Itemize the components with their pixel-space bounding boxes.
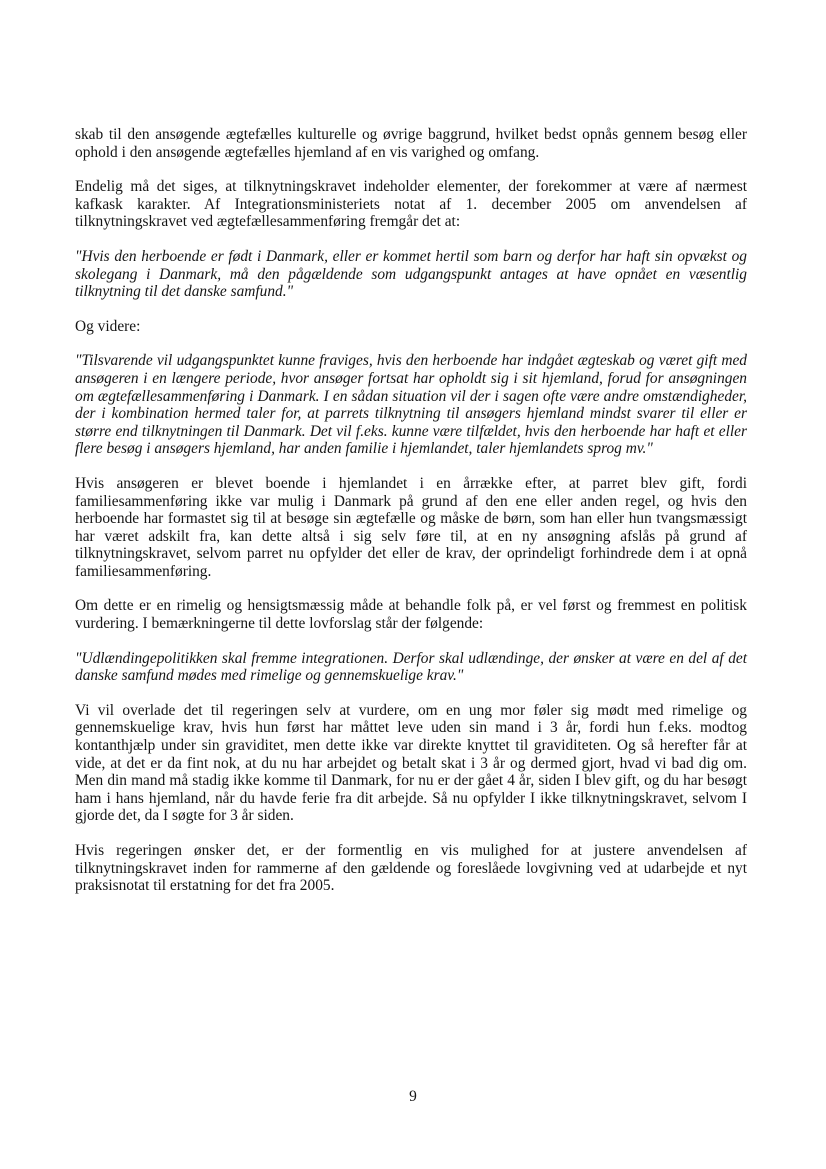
paragraph-intro-continuation: skab til den ansøgende ægtefælles kulturelle og øvrige baggrund, hvilket bedst opnås gennem besøg eller ophold i den ansøgende ægtefælles hjemland af en vis varighed og omfang.: [75, 126, 747, 161]
paragraph-government-adjust: Hvis regeringen ønsker det, er der formentlig en vis mulighed for at justere anvendelsen af tilknytningskravet inden for rammerne af den gældende og foreslåede lovgivning ved at udarbejde et nyt praksisnotat til erstatning for det fra 2005.: [75, 842, 747, 895]
paragraph-political-assessment: Om dette er en rimelig og hensigtsmæssig måde at behandle folk på, er vel først og fremmest en politisk vurdering. I bemærkningerne til dette lovforslag står der følgende:: [75, 597, 747, 633]
paragraph-og-videre: Og videre:: [75, 317, 141, 335]
paragraph-young-mother: Vi vil overlade det til regeringen selv at vurdere, om en ung mor føler sig mødt med rimelige og gennemskuelige krav, hvis hun først har måttet leve uden sin mand i 3 år, fordi hun f.eks. modtog kontanthjælp under sin graviditet, men dette ikke var direkte knyttet til graviditeten. Og så herefter får at vide, at det er da fint nok, at du nu har arbejdet og betalt skat i 3 år og dermed gjort, hvad vi bad dig om. Men din mand må stadig ikke komme til Danmark, for nu er der gået 4 år, siden I blev gift, og du har besøgt ham i hans hjemland, når du havde ferie fra dit arbejde. Så nu opfylder I ikke tilknytningskravet, selvom I gjorde det, da I søgte for 3 år siden.: [75, 701, 747, 825]
paragraph-kafkaesque: Endelig må det siges, at tilknytningskravet indeholder elementer, der forekommer at være af nærmest kafkask karakter. Af Integrationsministeriets notat af 1. december 2005 om anvendelsen af tilknytningskravet ved ægtefællesammenføring fremgår det at:: [75, 178, 747, 231]
document-body: [75, 126, 747, 895]
quote-integration: "Udlændingepolitikken skal fremme integrationen. Derfor skal udlændinge, der ønsker at være en del af det danske samfund mødes med rimelige og gennemskuelige krav.": [75, 649, 747, 685]
page-number: 9: [409, 1088, 417, 1105]
quote-exception: "Tilsvarende vil udgangspunktet kunne fraviges, hvis den herboende har indgået ægteskab og været gift med ansøgeren i en længere periode, hvor ansøger fortsat har opholdt sig i sit hjemland, forud for ansøgningen om ægtefællesammenføring i Danmark. I en sådan situation vil der i sagen ofte være andre omstændigheder, der i kombination hermed taler for, at parrets tilknytning til ansøgers hjemland mindst svarer til eller er større end tilknytningen til Danmark. Det vil f.eks. kunne være tilfældet, hvis den herboende har haft et eller flere besøg i ansøgers hjemland, har anden familie i hjemlandet, taler hjemlandets sprog mv.": [75, 352, 747, 458]
paragraph-applicant-stayed: Hvis ansøgeren er blevet boende i hjemlandet i en årrække efter, at parret blev gift, fordi familiesammenføring ikke var mulig i Danmark på grund af den ene eller anden regel, og hvis den herboende har formastet sig til at besøge sin ægtefælle og måske de børn, som han eller hun tvangsmæssigt har været adskilt fra, kan dette altså i sig selv føre til, at en ny ansøgning afslås på grund af tilknytningskravet, selvom parret nu opfylder det eller de krav, der oprindeligt forhindrede dem i at opnå familiesammenføring.: [75, 474, 747, 580]
quote-born-in-denmark: "Hvis den herboende er født i Danmark, eller er kommet hertil som barn og derfor har haft sin opvækst og skolegang i Danmark, må den pågældende som udgangspunkt antages at have opnået en væsentlig tilknytning til det danske samfund.": [75, 247, 747, 301]
